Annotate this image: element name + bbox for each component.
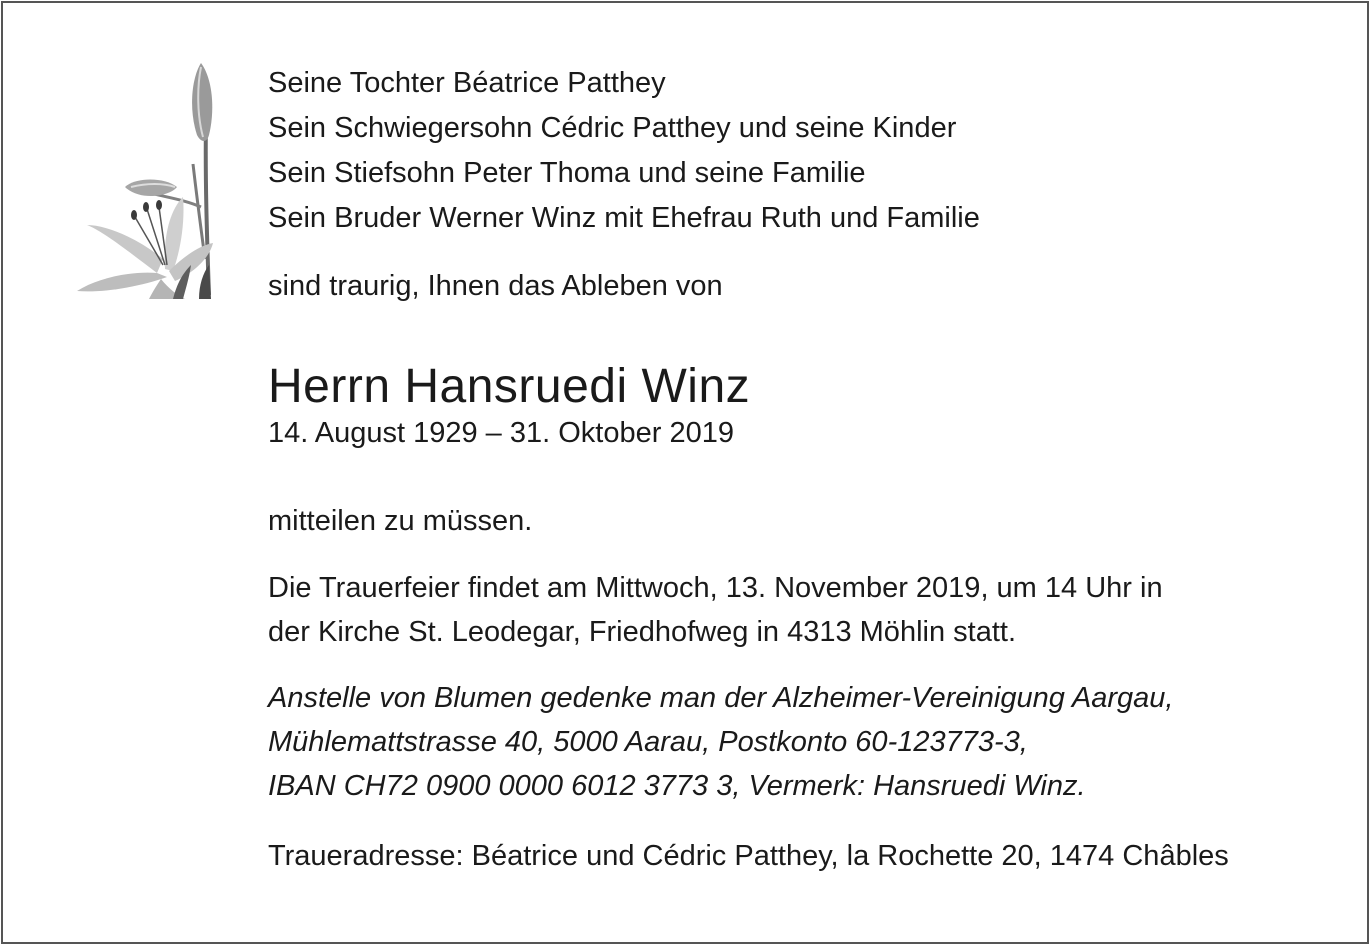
donation-line: Mühlemattstrasse 40, 5000 Aarau, Postkonto 60-123773-3, (268, 726, 1028, 758)
donation-line: IBAN CH72 0900 0000 6012 3773 3, Vermerk: Hansruedi Winz. (268, 770, 1086, 802)
ceremony-line: Die Trauerfeier findet am Mittwoch, 13. November 2019, um 14 Uhr in (268, 572, 1163, 604)
closing-text: mitteilen zu müssen. (268, 505, 533, 537)
life-dates: 14. August 1929 – 31. Oktober 2019 (268, 417, 734, 449)
obituary-text (268, 61, 1328, 879)
donation-info (268, 676, 1328, 808)
ceremony-line: der Kirche St. Leodegar, Friedhofweg in 4313 Möhlin statt. (268, 616, 1016, 648)
family-member-brother: Sein Bruder Werner Winz mit Ehefrau Ruth und Familie (268, 202, 980, 234)
obituary-card (1, 1, 1369, 944)
family-member-son-in-law: Sein Schwiegersohn Cédric Patthey und seine Kinder (268, 112, 957, 144)
family-list (268, 61, 1328, 241)
intro-text: sind traurig, Ihnen das Ableben von (268, 270, 723, 302)
donation-line: Anstelle von Blumen gedenke man der Alzheimer-Vereinigung Aargau, (268, 682, 1174, 714)
lily-flower-icon (73, 59, 213, 299)
family-member-stepson: Sein Stiefsohn Peter Thoma und seine Familie (268, 157, 866, 189)
mourning-address: Traueradresse: Béatrice und Cédric Patthey, la Rochette 20, 1474 Châbles (268, 840, 1229, 872)
family-member-daughter: Seine Tochter Béatrice Patthey (268, 67, 666, 99)
deceased-name: Herrn Hansruedi Winz (268, 360, 751, 413)
ceremony-info (268, 566, 1328, 654)
